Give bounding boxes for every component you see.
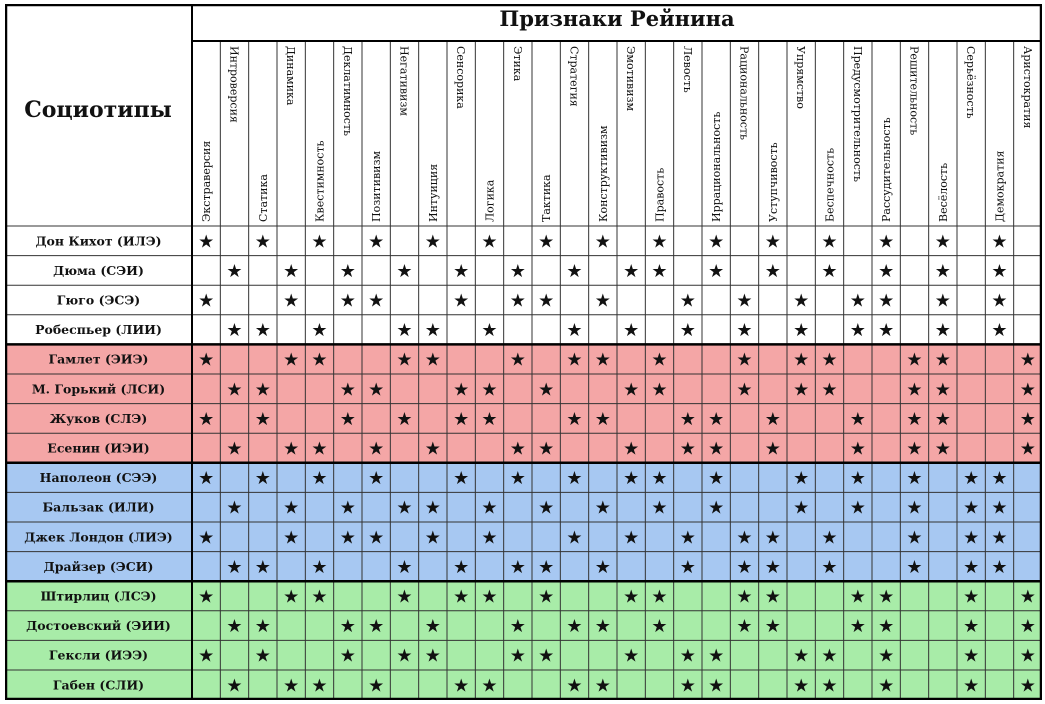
trait-star-mark: ★	[793, 468, 810, 490]
trait-star-mark: ★	[1019, 586, 1036, 608]
trait-star-mark: ★	[424, 645, 441, 667]
trait-star-mark: ★	[708, 408, 725, 430]
trait-star-mark: ★	[566, 616, 583, 638]
sociotype-label: Гюго (ЭСЭ)	[56, 292, 141, 308]
trait-star-mark: ★	[934, 290, 951, 312]
trait-header: Стратегия	[567, 46, 581, 107]
trait-header: Беспечность	[823, 147, 837, 222]
trait-star-mark: ★	[226, 320, 243, 342]
trait-star-mark: ★	[934, 379, 951, 401]
trait-header: Аристократия	[1020, 46, 1034, 129]
trait-star-mark: ★	[311, 320, 328, 342]
trait-star-mark: ★	[736, 616, 753, 638]
trait-star-mark: ★	[396, 586, 413, 608]
trait-star-mark: ★	[424, 497, 441, 519]
trait-star-mark: ★	[481, 379, 498, 401]
trait-star-mark: ★	[538, 231, 555, 253]
trait-star-mark: ★	[566, 408, 583, 430]
trait-star-mark: ★	[198, 290, 215, 312]
trait-star-mark: ★	[906, 438, 923, 460]
trait-star-mark: ★	[651, 586, 668, 608]
trait-header: Предусмотрительность	[850, 46, 864, 182]
trait-star-mark: ★	[906, 349, 923, 371]
trait-star-mark: ★	[906, 497, 923, 519]
trait-star-mark: ★	[481, 231, 498, 253]
trait-star-mark: ★	[651, 231, 668, 253]
trait-star-mark: ★	[481, 586, 498, 608]
trait-star-mark: ★	[878, 675, 895, 697]
trait-star-mark: ★	[764, 231, 781, 253]
trait-star-mark: ★	[509, 260, 526, 282]
trait-star-mark: ★	[963, 527, 980, 549]
trait-star-mark: ★	[226, 438, 243, 460]
trait-star-mark: ★	[708, 675, 725, 697]
trait-star-mark: ★	[906, 408, 923, 430]
trait-star-mark: ★	[254, 320, 271, 342]
trait-star-mark: ★	[198, 468, 215, 490]
trait-star-mark: ★	[679, 556, 696, 578]
trait-star-mark: ★	[991, 556, 1008, 578]
trait-star-mark: ★	[793, 349, 810, 371]
trait-star-mark: ★	[226, 616, 243, 638]
trait-header: Серьёзность	[964, 46, 978, 119]
trait-header: Деклатимность	[340, 46, 354, 137]
trait-star-mark: ★	[538, 586, 555, 608]
trait-star-mark: ★	[566, 260, 583, 282]
trait-star-mark: ★	[849, 497, 866, 519]
trait-star-mark: ★	[708, 497, 725, 519]
trait-star-mark: ★	[594, 556, 611, 578]
trait-star-mark: ★	[849, 468, 866, 490]
trait-star-mark: ★	[481, 497, 498, 519]
trait-header: Рассудительность	[880, 117, 894, 222]
trait-star-mark: ★	[878, 320, 895, 342]
trait-star-mark: ★	[708, 645, 725, 667]
trait-star-mark: ★	[991, 527, 1008, 549]
trait-star-mark: ★	[311, 556, 328, 578]
trait-star-mark: ★	[368, 468, 385, 490]
trait-star-mark: ★	[679, 408, 696, 430]
trait-star-mark: ★	[198, 645, 215, 667]
trait-star-mark: ★	[198, 408, 215, 430]
trait-star-mark: ★	[538, 379, 555, 401]
trait-star-mark: ★	[594, 497, 611, 519]
trait-star-mark: ★	[651, 379, 668, 401]
trait-header: Интуиция	[426, 163, 440, 222]
trait-star-mark: ★	[396, 556, 413, 578]
trait-star-mark: ★	[453, 408, 470, 430]
trait-star-mark: ★	[878, 290, 895, 312]
trait-star-mark: ★	[878, 645, 895, 667]
trait-star-mark: ★	[736, 556, 753, 578]
trait-star-mark: ★	[821, 260, 838, 282]
trait-star-mark: ★	[708, 438, 725, 460]
trait-header: Тактика	[540, 174, 554, 222]
trait-star-mark: ★	[339, 527, 356, 549]
row-background	[5, 492, 1042, 522]
trait-star-mark: ★	[821, 527, 838, 549]
trait-star-mark: ★	[991, 290, 1008, 312]
trait-header: Правость	[653, 167, 667, 222]
trait-star-mark: ★	[538, 497, 555, 519]
trait-star-mark: ★	[594, 616, 611, 638]
trait-star-mark: ★	[736, 527, 753, 549]
trait-star-mark: ★	[339, 616, 356, 638]
trait-star-mark: ★	[991, 468, 1008, 490]
trait-star-mark: ★	[594, 349, 611, 371]
sociotype-label: Джек Лондон (ЛИЭ)	[24, 529, 173, 545]
sociotype-label: Габен (СЛИ)	[52, 677, 145, 693]
trait-header: Эмотивизм	[624, 46, 638, 112]
trait-star-mark: ★	[1019, 675, 1036, 697]
trait-star-mark: ★	[878, 231, 895, 253]
trait-star-mark: ★	[226, 556, 243, 578]
trait-star-mark: ★	[1019, 438, 1036, 460]
trait-star-mark: ★	[764, 260, 781, 282]
trait-star-mark: ★	[623, 645, 640, 667]
trait-star-mark: ★	[481, 675, 498, 697]
trait-header: Сенсорика	[454, 46, 468, 109]
trait-star-mark: ★	[396, 408, 413, 430]
trait-star-mark: ★	[878, 586, 895, 608]
trait-star-mark: ★	[991, 320, 1008, 342]
trait-star-mark: ★	[368, 379, 385, 401]
trait-star-mark: ★	[538, 438, 555, 460]
trait-star-mark: ★	[764, 616, 781, 638]
trait-star-mark: ★	[963, 675, 980, 697]
trait-star-mark: ★	[538, 290, 555, 312]
trait-star-mark: ★	[509, 290, 526, 312]
trait-star-mark: ★	[934, 320, 951, 342]
trait-header: Левость	[680, 46, 694, 93]
trait-star-mark: ★	[1019, 349, 1036, 371]
trait-star-mark: ★	[254, 408, 271, 430]
trait-star-mark: ★	[566, 349, 583, 371]
sociotype-label: Бальзак (ИЛИ)	[42, 499, 155, 515]
trait-star-mark: ★	[226, 379, 243, 401]
trait-star-mark: ★	[311, 438, 328, 460]
trait-star-mark: ★	[963, 645, 980, 667]
trait-header: Статика	[256, 174, 270, 222]
trait-star-mark: ★	[651, 260, 668, 282]
trait-star-mark: ★	[509, 616, 526, 638]
trait-star-mark: ★	[849, 320, 866, 342]
trait-star-mark: ★	[963, 556, 980, 578]
trait-star-mark: ★	[878, 260, 895, 282]
trait-star-mark: ★	[934, 349, 951, 371]
trait-star-mark: ★	[226, 675, 243, 697]
trait-header: Рациональность	[737, 46, 751, 141]
trait-star-mark: ★	[963, 586, 980, 608]
trait-star-mark: ★	[311, 231, 328, 253]
trait-star-mark: ★	[254, 379, 271, 401]
trait-star-mark: ★	[991, 231, 1008, 253]
trait-star-mark: ★	[509, 468, 526, 490]
trait-star-mark: ★	[594, 408, 611, 430]
trait-star-mark: ★	[424, 438, 441, 460]
trait-star-mark: ★	[339, 379, 356, 401]
trait-star-mark: ★	[849, 586, 866, 608]
trait-star-mark: ★	[453, 556, 470, 578]
trait-star-mark: ★	[396, 260, 413, 282]
trait-star-mark: ★	[283, 438, 300, 460]
trait-star-mark: ★	[736, 290, 753, 312]
trait-star-mark: ★	[623, 260, 640, 282]
trait-star-mark: ★	[368, 438, 385, 460]
trait-header: Динамика	[284, 46, 298, 106]
trait-star-mark: ★	[679, 290, 696, 312]
trait-star-mark: ★	[311, 468, 328, 490]
trait-star-mark: ★	[934, 408, 951, 430]
trait-star-mark: ★	[708, 231, 725, 253]
trait-star-mark: ★	[623, 438, 640, 460]
trait-header: Квестимность	[313, 140, 327, 222]
trait-star-mark: ★	[396, 645, 413, 667]
trait-star-mark: ★	[311, 349, 328, 371]
trait-star-mark: ★	[594, 290, 611, 312]
trait-star-mark: ★	[679, 675, 696, 697]
trait-star-mark: ★	[368, 675, 385, 697]
trait-star-mark: ★	[453, 260, 470, 282]
trait-star-mark: ★	[963, 468, 980, 490]
trait-star-mark: ★	[849, 290, 866, 312]
trait-header: Иррациональность	[710, 111, 724, 222]
trait-star-mark: ★	[934, 260, 951, 282]
trait-star-mark: ★	[254, 616, 271, 638]
trait-star-mark: ★	[821, 349, 838, 371]
trait-star-mark: ★	[283, 290, 300, 312]
trait-star-mark: ★	[679, 438, 696, 460]
trait-star-mark: ★	[1019, 379, 1036, 401]
trait-star-mark: ★	[651, 349, 668, 371]
sociotype-label: Жуков (СЛЭ)	[49, 410, 148, 426]
trait-header: Упрямство	[794, 46, 808, 109]
trait-star-mark: ★	[793, 497, 810, 519]
trait-star-mark: ★	[934, 438, 951, 460]
trait-star-mark: ★	[481, 408, 498, 430]
trait-star-mark: ★	[198, 349, 215, 371]
trait-star-mark: ★	[339, 497, 356, 519]
trait-star-mark: ★	[821, 379, 838, 401]
trait-star-mark: ★	[283, 675, 300, 697]
trait-header: Весёлость	[936, 162, 950, 222]
trait-star-mark: ★	[339, 290, 356, 312]
sociotype-label: Дюма (СЭИ)	[53, 262, 144, 278]
trait-star-mark: ★	[283, 497, 300, 519]
trait-star-mark: ★	[509, 556, 526, 578]
trait-star-mark: ★	[396, 349, 413, 371]
trait-star-mark: ★	[623, 379, 640, 401]
trait-star-mark: ★	[368, 231, 385, 253]
sociotype-label: Робеспьер (ЛИИ)	[35, 322, 162, 338]
trait-star-mark: ★	[311, 675, 328, 697]
trait-star-mark: ★	[821, 645, 838, 667]
trait-star-mark: ★	[509, 438, 526, 460]
trait-star-mark: ★	[481, 527, 498, 549]
trait-star-mark: ★	[453, 675, 470, 697]
trait-star-mark: ★	[509, 645, 526, 667]
trait-star-mark: ★	[764, 556, 781, 578]
trait-star-mark: ★	[424, 231, 441, 253]
trait-header: Конструктивизм	[596, 125, 610, 222]
trait-star-mark: ★	[538, 556, 555, 578]
trait-star-mark: ★	[793, 645, 810, 667]
trait-star-mark: ★	[453, 586, 470, 608]
trait-star-mark: ★	[424, 527, 441, 549]
trait-star-mark: ★	[424, 320, 441, 342]
trait-star-mark: ★	[623, 586, 640, 608]
trait-star-mark: ★	[254, 645, 271, 667]
trait-star-mark: ★	[764, 586, 781, 608]
sociotype-label: Гамлет (ЭИЭ)	[48, 351, 149, 367]
trait-star-mark: ★	[708, 260, 725, 282]
trait-star-mark: ★	[793, 379, 810, 401]
trait-star-mark: ★	[1019, 645, 1036, 667]
trait-star-mark: ★	[1019, 408, 1036, 430]
row-background	[5, 404, 1042, 434]
sociotype-label: Драйзер (ЭСИ)	[43, 558, 154, 574]
trait-star-mark: ★	[736, 586, 753, 608]
trait-star-mark: ★	[991, 260, 1008, 282]
trait-star-mark: ★	[708, 468, 725, 490]
trait-star-mark: ★	[424, 349, 441, 371]
trait-star-mark: ★	[934, 231, 951, 253]
trait-header: Негативизм	[397, 46, 411, 116]
trait-star-mark: ★	[736, 320, 753, 342]
trait-star-mark: ★	[594, 675, 611, 697]
sociotype-label: Наполеон (СЭЭ)	[39, 470, 158, 486]
trait-star-mark: ★	[254, 468, 271, 490]
trait-star-mark: ★	[283, 586, 300, 608]
trait-star-mark: ★	[396, 497, 413, 519]
trait-star-mark: ★	[963, 616, 980, 638]
reinin-traits-table	[5, 4, 1042, 700]
trait-star-mark: ★	[651, 616, 668, 638]
trait-star-mark: ★	[764, 527, 781, 549]
trait-star-mark: ★	[481, 320, 498, 342]
trait-star-mark: ★	[368, 527, 385, 549]
trait-star-mark: ★	[226, 260, 243, 282]
trait-header: Логика	[483, 179, 497, 222]
sociotypes-header: Социотипы	[24, 97, 172, 123]
trait-star-mark: ★	[594, 231, 611, 253]
trait-star-mark: ★	[651, 497, 668, 519]
table-title: Признаки Рейнина	[499, 6, 735, 31]
trait-star-mark: ★	[793, 675, 810, 697]
trait-star-mark: ★	[679, 527, 696, 549]
trait-header: Экстраверсия	[200, 140, 214, 222]
trait-star-mark: ★	[509, 349, 526, 371]
trait-star-mark: ★	[538, 645, 555, 667]
trait-star-mark: ★	[623, 527, 640, 549]
trait-star-mark: ★	[963, 497, 980, 519]
trait-star-mark: ★	[623, 468, 640, 490]
trait-star-mark: ★	[198, 231, 215, 253]
trait-star-mark: ★	[849, 408, 866, 430]
trait-header: Этика	[510, 46, 524, 82]
trait-star-mark: ★	[764, 438, 781, 460]
trait-star-mark: ★	[906, 379, 923, 401]
trait-star-mark: ★	[991, 497, 1008, 519]
trait-star-mark: ★	[339, 260, 356, 282]
trait-star-mark: ★	[793, 290, 810, 312]
trait-star-mark: ★	[453, 468, 470, 490]
trait-star-mark: ★	[566, 468, 583, 490]
trait-star-mark: ★	[566, 320, 583, 342]
trait-star-mark: ★	[368, 616, 385, 638]
trait-star-mark: ★	[623, 320, 640, 342]
trait-star-mark: ★	[311, 586, 328, 608]
trait-star-mark: ★	[283, 260, 300, 282]
trait-star-mark: ★	[226, 497, 243, 519]
trait-star-mark: ★	[339, 645, 356, 667]
sociotype-label: Есенин (ИЭИ)	[47, 440, 150, 456]
trait-star-mark: ★	[283, 349, 300, 371]
trait-star-mark: ★	[254, 231, 271, 253]
trait-star-mark: ★	[764, 408, 781, 430]
trait-star-mark: ★	[566, 527, 583, 549]
trait-star-mark: ★	[906, 468, 923, 490]
sociotype-label: Достоевский (ЭИИ)	[26, 618, 171, 634]
trait-star-mark: ★	[736, 349, 753, 371]
trait-star-mark: ★	[679, 645, 696, 667]
trait-header: Демократия	[993, 150, 1007, 222]
trait-star-mark: ★	[679, 320, 696, 342]
trait-star-mark: ★	[821, 231, 838, 253]
sociotype-label: Дон Кихот (ИЛЭ)	[35, 233, 162, 249]
trait-star-mark: ★	[198, 586, 215, 608]
trait-star-mark: ★	[339, 408, 356, 430]
trait-star-mark: ★	[906, 527, 923, 549]
trait-star-mark: ★	[254, 556, 271, 578]
trait-star-mark: ★	[849, 616, 866, 638]
trait-header: Уступчивость	[766, 142, 780, 222]
trait-header: Интроверсия	[227, 46, 241, 123]
trait-star-mark: ★	[821, 675, 838, 697]
trait-star-mark: ★	[1019, 616, 1036, 638]
sociotype-label: М. Горький (ЛСИ)	[31, 381, 166, 397]
trait-star-mark: ★	[396, 320, 413, 342]
trait-header: Позитивизм	[370, 150, 384, 222]
trait-star-mark: ★	[736, 379, 753, 401]
trait-star-mark: ★	[453, 379, 470, 401]
trait-header: Решительность	[907, 46, 921, 136]
trait-star-mark: ★	[453, 290, 470, 312]
trait-star-mark: ★	[906, 556, 923, 578]
trait-star-mark: ★	[849, 438, 866, 460]
trait-star-mark: ★	[368, 290, 385, 312]
trait-star-mark: ★	[283, 527, 300, 549]
trait-star-mark: ★	[424, 616, 441, 638]
trait-star-mark: ★	[566, 675, 583, 697]
trait-star-mark: ★	[793, 320, 810, 342]
trait-star-mark: ★	[878, 616, 895, 638]
sociotype-label: Гексли (ИЭЭ)	[48, 647, 149, 663]
trait-star-mark: ★	[651, 468, 668, 490]
sociotype-label: Штирлиц (ЛСЭ)	[40, 588, 157, 604]
trait-star-mark: ★	[821, 556, 838, 578]
trait-star-mark: ★	[198, 527, 215, 549]
